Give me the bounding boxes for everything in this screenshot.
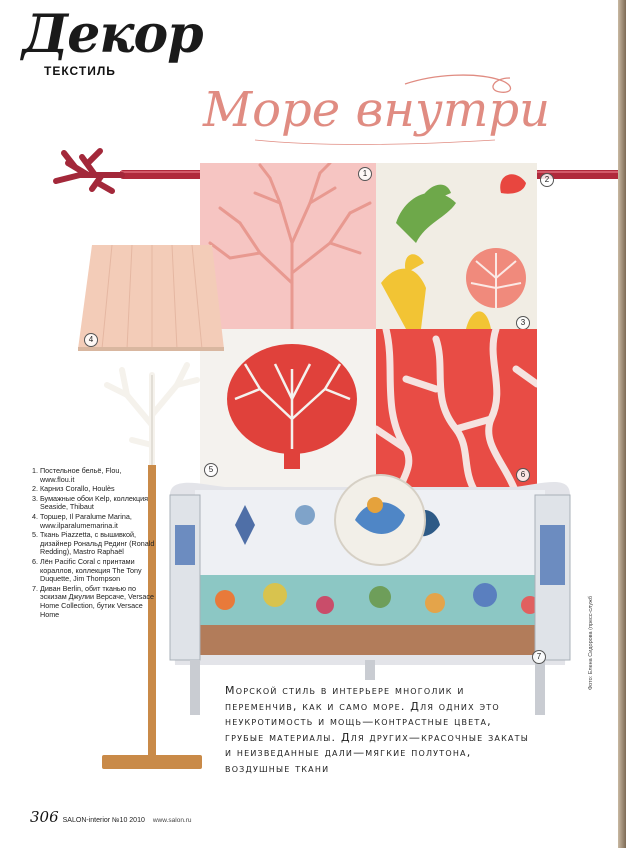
swatch-kelp-wallpaper [376,163,537,329]
product-credits [32,467,157,620]
page-number: 306 [30,808,59,826]
badge-3: 3 [516,316,530,330]
badge-7: 7 [532,650,546,664]
facing-page-edge [618,0,626,848]
photo-credit: Фото: Елена Сидорова (пресс-служб [588,595,594,690]
badge-2: 2 [540,173,554,187]
fabric-swatches [200,163,537,493]
credit-item: 7. Диван Berlin, обит тканью по эскизам Джулии Версаче, Versace Home Collection, бутик Versace Home [32,583,154,619]
credit-item: 1. Постельное бельё, Flou, www.flou.it [32,466,122,484]
section-title: Декор [22,4,203,65]
magazine-url: www.salon.ru [152,817,192,824]
badge-6: 6 [516,468,530,482]
lead-paragraph: Морской стиль в интерьере многолик и переменчив, как и само море. Для одних это неукротимость и мощь—контрастные цвета, грубые материалы. Для других—красочные закаты и неизведанные дали—мягкие полутона, воздушные ткани [225,684,529,775]
badge-4: 4 [84,333,98,347]
credit-item: 2. Карниз Corallo, Houlès [32,484,115,494]
page-footer [30,808,192,828]
headline [195,70,555,150]
credit-item: 4. Торшер, Il Paralume Marina, www.ilparalumemarina.it [32,511,132,530]
credit-item: 6. Лён Pacific Coral с принтами кораллов, коллекция The Tony Duquette, Jim Thompson [32,556,142,584]
credit-item: 5. Ткань Piazzetta, с вышивкой, дизайнер Рональд Рединг (Ronald Redding), Mastro Raphaël [32,530,155,557]
badge-5: 5 [204,463,218,477]
section-subtitle: ТЕКСТИЛЬ [44,64,116,78]
section-header [14,4,204,94]
badge-1: 1 [358,167,372,181]
magazine-name: SALON-interior №10 2010 [62,817,145,824]
headline-text: Море внутри [203,82,550,138]
credit-item: 3. Бумажные обои Kelp, коллекция Seaside, Thibaut [32,493,149,512]
